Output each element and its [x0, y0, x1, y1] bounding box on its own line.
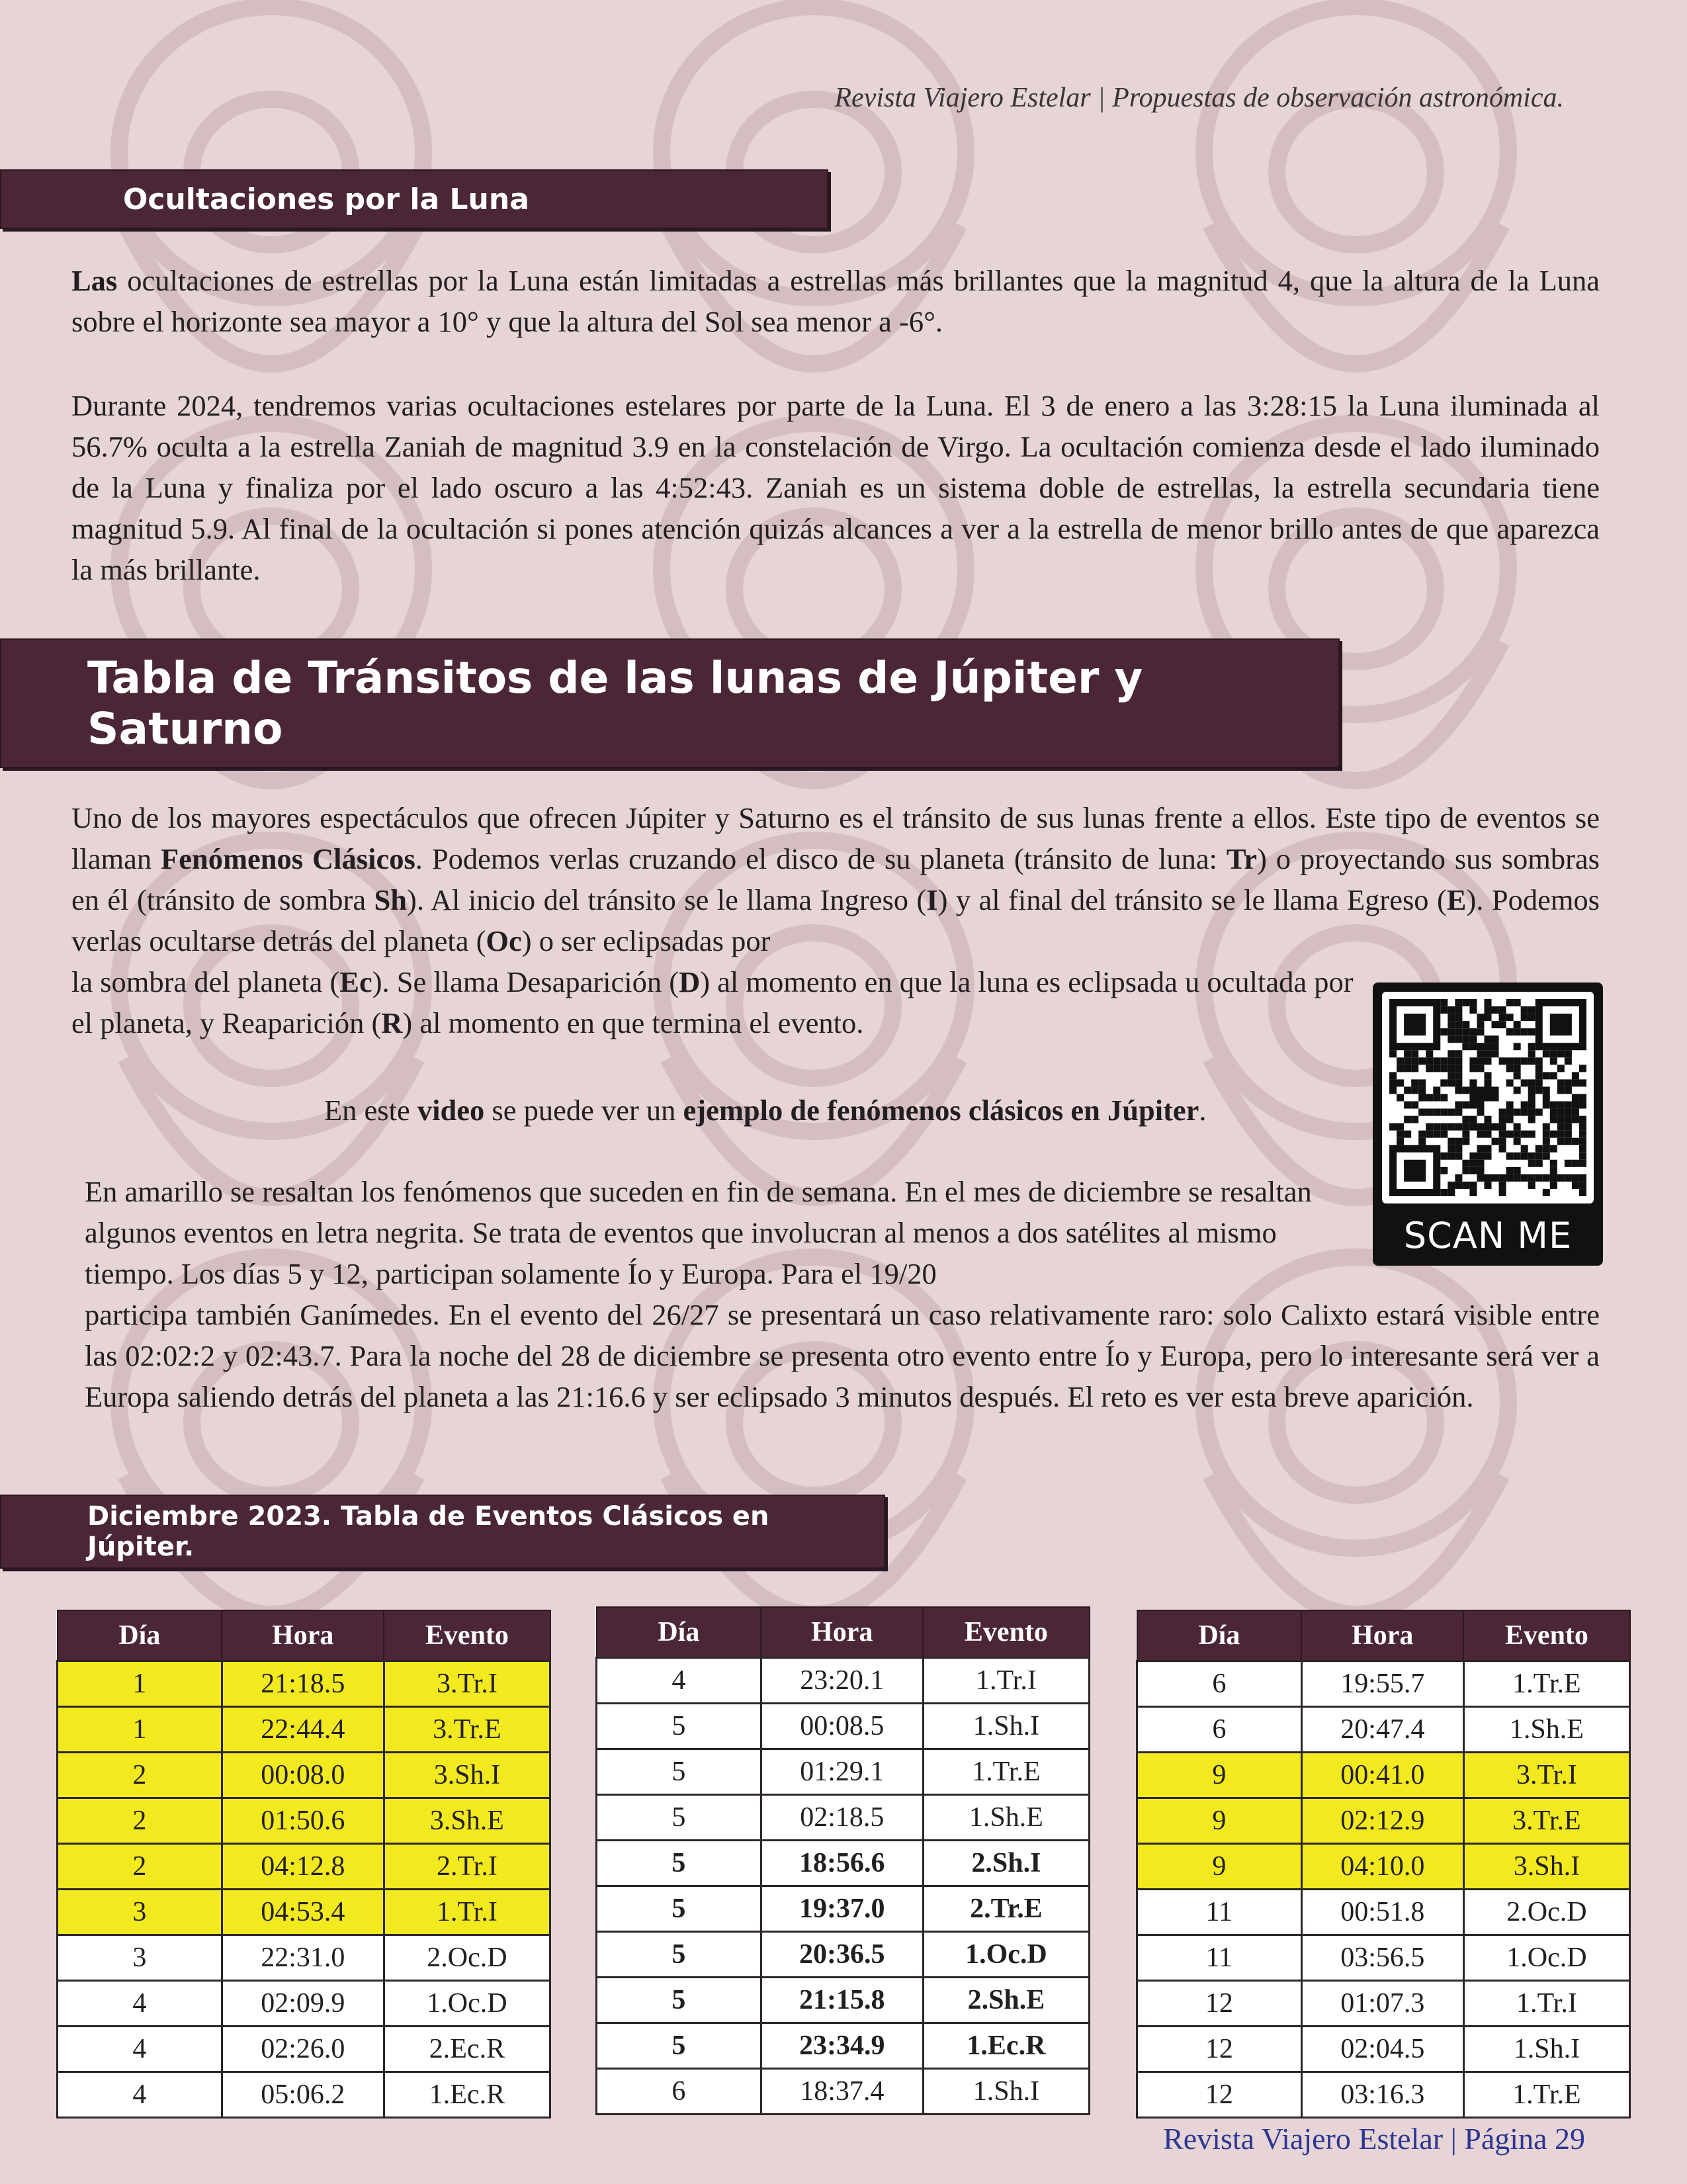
- video-link[interactable]: video: [417, 1094, 485, 1127]
- paragraph-text: ocultaciones de estrellas por la Luna están limitadas a estrellas más brillantes que la magnitud 4, que la altura de la Luna sobre el horizonte sea mayor a 10° y que la altura del Sol sea menor a -6°.: [71, 264, 1600, 338]
- qr-pattern: [1382, 992, 1594, 1203]
- term-tr: Tr: [1226, 842, 1258, 875]
- term-sh: Sh: [374, 883, 408, 916]
- cell-dia: 5: [597, 1886, 761, 1932]
- header-dia: Día: [1137, 1610, 1302, 1661]
- cell-dia: 5: [597, 1932, 761, 1978]
- cell-dia: 4: [58, 2027, 222, 2072]
- cell-hora: 02:09.9: [222, 1981, 384, 2027]
- term-oc: Oc: [486, 924, 522, 957]
- cell-dia: 5: [597, 1841, 761, 1886]
- cell-evento: 1.Sh.I: [923, 2069, 1089, 2115]
- cell-dia: 6: [1137, 1661, 1302, 1707]
- text-run: ) al momento en que termina el evento.: [402, 1006, 864, 1039]
- cell-dia: 5: [597, 1749, 761, 1795]
- cell-evento: 3.Sh.E: [384, 1798, 550, 1844]
- table-header-row: [1137, 1610, 1630, 1661]
- qr-code[interactable]: [1373, 983, 1603, 1266]
- section-title-december-table: Diciembre 2023. Tabla de Eventos Clásicos en Júpiter.: [0, 1495, 885, 1569]
- table-row: [58, 2027, 550, 2072]
- cell-dia: 5: [597, 1978, 761, 2023]
- cell-hora: 00:51.8: [1301, 1890, 1463, 1935]
- cell-dia: 1: [58, 1707, 222, 1753]
- cell-dia: 2: [58, 1798, 222, 1844]
- table-row: [58, 1798, 550, 1844]
- paragraph-highlight-explanation: En amarillo se resaltan los fenómenos que suceden en fin de semana. En el mes de diciembre se resaltan algunos eventos en letra negrita. Se trata de eventos que involucran al menos a dos satélites al mismo tiempo. Los días 5 y 12, participan solamente Ío y Europa. Para el 19/20: [85, 1175, 1312, 1290]
- table-row: [597, 2069, 1090, 2115]
- header-dia: Día: [597, 1607, 761, 1658]
- example-link[interactable]: ejemplo de fenómenos clásicos en Júpiter: [683, 1094, 1199, 1127]
- page-footer: Revista Viajero Estelar | Página 29: [1163, 2122, 1585, 2156]
- table-row: [1137, 1890, 1630, 1935]
- events-table-3: [1136, 1610, 1631, 2118]
- table-row: [58, 1890, 550, 1935]
- cell-dia: 5: [597, 1704, 761, 1749]
- cell-dia: 3: [58, 1935, 222, 1981]
- cell-hora: 23:34.9: [761, 2023, 923, 2069]
- cell-hora: 20:47.4: [1301, 1707, 1463, 1753]
- paragraph-classic-phenomena: [71, 797, 1600, 961]
- cell-hora: 02:04.5: [1301, 2027, 1463, 2072]
- table-row: [58, 1753, 550, 1798]
- table-row: [1137, 1981, 1630, 2027]
- cell-dia: 9: [1137, 1753, 1302, 1798]
- table-row: [58, 1935, 550, 1981]
- term-r: R: [381, 1006, 403, 1039]
- cell-evento: 1.Tr.I: [384, 1890, 550, 1935]
- term-d: D: [679, 965, 701, 998]
- table-row: [1137, 1661, 1630, 1707]
- cell-evento: 2.Oc.D: [384, 1935, 550, 1981]
- header-hora: Hora: [222, 1610, 384, 1661]
- cell-hora: 18:56.6: [761, 1841, 923, 1886]
- table-row: [58, 1707, 550, 1753]
- text-run: .: [1199, 1094, 1207, 1127]
- cell-evento: 1.Sh.E: [923, 1795, 1089, 1841]
- cell-dia: 9: [1137, 1798, 1302, 1844]
- header-hora: Hora: [761, 1607, 923, 1658]
- table-header-row: [58, 1610, 550, 1661]
- cell-dia: 9: [1137, 1844, 1302, 1890]
- table-row: [597, 1795, 1090, 1841]
- cell-hora: 01:29.1: [761, 1749, 923, 1795]
- cell-hora: 01:07.3: [1301, 1981, 1463, 2027]
- cell-hora: 22:44.4: [222, 1707, 384, 1753]
- text-run: ) o ser eclipsadas por: [521, 924, 771, 957]
- table-row: [1137, 1935, 1630, 1981]
- cell-dia: 6: [597, 2069, 761, 2115]
- cell-evento: 1.Oc.D: [923, 1932, 1089, 1978]
- cell-dia: 11: [1137, 1935, 1302, 1981]
- table-row: [597, 1749, 1090, 1795]
- cell-dia: 6: [1137, 1707, 1302, 1753]
- cell-hora: 05:06.2: [222, 2072, 384, 2118]
- table-row: [597, 1704, 1090, 1749]
- cell-hora: 03:16.3: [1301, 2072, 1463, 2118]
- text-run: ) o proyectando sus sombras en él (tránsito de sombra: [71, 842, 1600, 916]
- cell-evento: 1.Sh.I: [1463, 2027, 1629, 2072]
- cell-dia: 4: [58, 2072, 222, 2118]
- text-run: . Podemos verlas cruzando el disco de su planeta (tránsito de luna:: [415, 842, 1227, 875]
- cell-hora: 01:50.6: [222, 1798, 384, 1844]
- cell-hora: 00:41.0: [1301, 1753, 1463, 1798]
- table-row: [58, 1844, 550, 1890]
- cell-evento: 1.Ec.R: [384, 2072, 550, 2118]
- text-run: ) al momento en que la luna es eclipsada u ocultada por el planeta, y Reaparición (: [71, 965, 1354, 1039]
- table-row: [58, 2072, 550, 2118]
- header-evento: Evento: [1463, 1610, 1629, 1661]
- cell-evento: 2.Sh.E: [923, 1978, 1089, 2023]
- table-row: [597, 1841, 1090, 1886]
- paragraph-video-link: [324, 1090, 1356, 1131]
- section-title-transits: Tabla de Tránsitos de las lunas de Júpiter y Saturno: [0, 638, 1340, 768]
- cell-dia: 5: [597, 2023, 761, 2069]
- cell-hora: 02:12.9: [1301, 1798, 1463, 1844]
- cell-evento: 1.Ec.R: [923, 2023, 1089, 2069]
- cell-evento: 2.Sh.I: [923, 1841, 1089, 1886]
- cell-evento: 1.Sh.I: [923, 1704, 1089, 1749]
- table-row: [597, 1978, 1090, 2023]
- cell-hora: 23:20.1: [761, 1658, 923, 1704]
- table-row: [1137, 2027, 1630, 2072]
- cell-dia: 2: [58, 1753, 222, 1798]
- cell-hora: 20:36.5: [761, 1932, 923, 1978]
- header-hora: Hora: [1301, 1610, 1463, 1661]
- cell-evento: 1.Oc.D: [384, 1981, 550, 2027]
- cell-evento: 3.Sh.I: [1463, 1844, 1629, 1890]
- table-row: [58, 1661, 550, 1707]
- cell-evento: 3.Tr.I: [1463, 1753, 1629, 1798]
- cell-hora: 02:26.0: [222, 2027, 384, 2072]
- cell-dia: 4: [58, 1981, 222, 2027]
- table-row: [1137, 2072, 1630, 2118]
- cell-dia: 1: [58, 1661, 222, 1707]
- cell-evento: 3.Tr.E: [1463, 1798, 1629, 1844]
- header-evento: Evento: [923, 1607, 1089, 1658]
- cell-hora: 04:53.4: [222, 1890, 384, 1935]
- paragraph-highlight-explanation-cont: participa también Ganímedes. En el evento del 26/27 se presentará un caso relativamente raro: solo Calixto estará visible entre las 02:02:2 y 02:43.7. Para la noche del 28 de diciembre se presenta otro evento entre Ío y Europa, pero lo interesante será ver a Europa saliendo detrás del planeta a las 21:16.6 y ser eclipsado 3 minutos después. El reto es ver esta breve aparición.: [85, 1298, 1600, 1413]
- cell-evento: 2.Tr.I: [384, 1844, 550, 1890]
- cell-hora: 22:31.0: [222, 1935, 384, 1981]
- cell-evento: 1.Tr.E: [1463, 2072, 1629, 2118]
- qr-code-image: [1382, 992, 1594, 1203]
- cell-hora: 21:18.5: [222, 1661, 384, 1707]
- cell-evento: 1.Tr.E: [1463, 1661, 1629, 1707]
- cell-dia: 2: [58, 1844, 222, 1890]
- cell-evento: 2.Oc.D: [1463, 1890, 1629, 1935]
- table-row: [597, 1886, 1090, 1932]
- cell-evento: 3.Tr.I: [384, 1661, 550, 1707]
- cell-evento: 2.Tr.E: [923, 1886, 1089, 1932]
- table-row: [1137, 1798, 1630, 1844]
- table-row: [597, 1658, 1090, 1704]
- cell-dia: 5: [597, 1795, 761, 1841]
- cell-evento: 1.Tr.I: [1463, 1981, 1629, 2027]
- cell-hora: 00:08.0: [222, 1753, 384, 1798]
- term-fenomenos-clasicos: Fenómenos Clásicos: [161, 842, 415, 875]
- paragraph-occultation-limits: [71, 260, 1600, 342]
- cell-evento: 2.Ec.R: [384, 2027, 550, 2072]
- paragraph-eclipse-terms: [71, 961, 1355, 1043]
- cell-dia: 12: [1137, 2072, 1302, 2118]
- cell-hora: 21:15.8: [761, 1978, 923, 2023]
- scan-me-label: SCAN ME: [1403, 1215, 1573, 1256]
- cell-hora: 19:55.7: [1301, 1661, 1463, 1707]
- cell-evento: 3.Sh.I: [384, 1753, 550, 1798]
- cell-evento: 1.Sh.E: [1463, 1707, 1629, 1753]
- events-table-2: [595, 1606, 1090, 2115]
- cell-dia: 12: [1137, 1981, 1302, 2027]
- term-ec: Ec: [339, 965, 372, 998]
- paragraph-occultation-2024: Durante 2024, tendremos varias ocultaciones estelares por parte de la Luna. El 3 de enero a las 3:28:15 la Luna iluminada al 56.7% oculta a la estrella Zaniah de magnitud 3.9 en la constelación de Virgo. La ocultación comienza desde el lado iluminado de la Luna y finaliza por el lado oscuro a las 4:52:43. Zaniah es un sistema doble de estrellas, la estrella secundaria tiene magnitud 5.9. Al final de la ocultación si pones atención quizás alcances a ver a la estrella de menor brillo antes de que aparezca la más brillante.: [71, 389, 1600, 586]
- term-i: I: [926, 883, 938, 916]
- section-title-occultations: Ocultaciones por la Luna: [0, 169, 828, 229]
- text-run: ). Podemos verlas ocultarse detrás del planeta (: [71, 883, 1600, 957]
- cell-hora: 04:10.0: [1301, 1844, 1463, 1890]
- cell-hora: 02:18.5: [761, 1795, 923, 1841]
- text-run: ). Se llama Desaparición (: [372, 965, 679, 998]
- text-run: se puede ver un: [484, 1094, 683, 1127]
- table-row: [1137, 1707, 1630, 1753]
- running-header: Revista Viajero Estelar | Propuestas de observación astronómica.: [834, 83, 1564, 113]
- cell-hora: 18:37.4: [761, 2069, 923, 2115]
- table-row: [58, 1981, 550, 2027]
- cell-evento: 1.Oc.D: [1463, 1935, 1629, 1981]
- text-run: En este: [324, 1094, 417, 1127]
- text-run: ) y al final del tránsito se le llama Egreso (: [937, 883, 1447, 916]
- cell-hora: 19:37.0: [761, 1886, 923, 1932]
- cell-dia: 3: [58, 1890, 222, 1935]
- header-dia: Día: [58, 1610, 222, 1661]
- text-run: Uno de los mayores espectáculos que ofrecen Júpiter y Saturno es el tránsito de sus lunas frente a ellos. Este tipo de eventos se llaman: [71, 801, 1600, 875]
- table-row: [1137, 1844, 1630, 1890]
- term-e: E: [1446, 883, 1467, 916]
- cell-hora: 03:56.5: [1301, 1935, 1463, 1981]
- cell-dia: 4: [597, 1658, 761, 1704]
- text-run: ). Al inicio del tránsito se le llama Ingreso (: [407, 883, 927, 916]
- cell-hora: 04:12.8: [222, 1844, 384, 1890]
- table-header-row: [597, 1607, 1090, 1658]
- cell-hora: 00:08.5: [761, 1704, 923, 1749]
- table-row: [597, 1932, 1090, 1978]
- header-evento: Evento: [384, 1610, 550, 1661]
- cell-evento: 3.Tr.E: [384, 1707, 550, 1753]
- cell-evento: 1.Tr.E: [923, 1749, 1089, 1795]
- table-row: [1137, 1753, 1630, 1798]
- cell-dia: 12: [1137, 2027, 1302, 2072]
- events-table-1: [56, 1610, 551, 2118]
- table-row: [597, 2023, 1090, 2069]
- cell-dia: 11: [1137, 1890, 1302, 1935]
- lead-word: Las: [71, 264, 118, 297]
- cell-evento: 1.Tr.I: [923, 1658, 1089, 1704]
- text-run: la sombra del planeta (: [71, 965, 340, 998]
